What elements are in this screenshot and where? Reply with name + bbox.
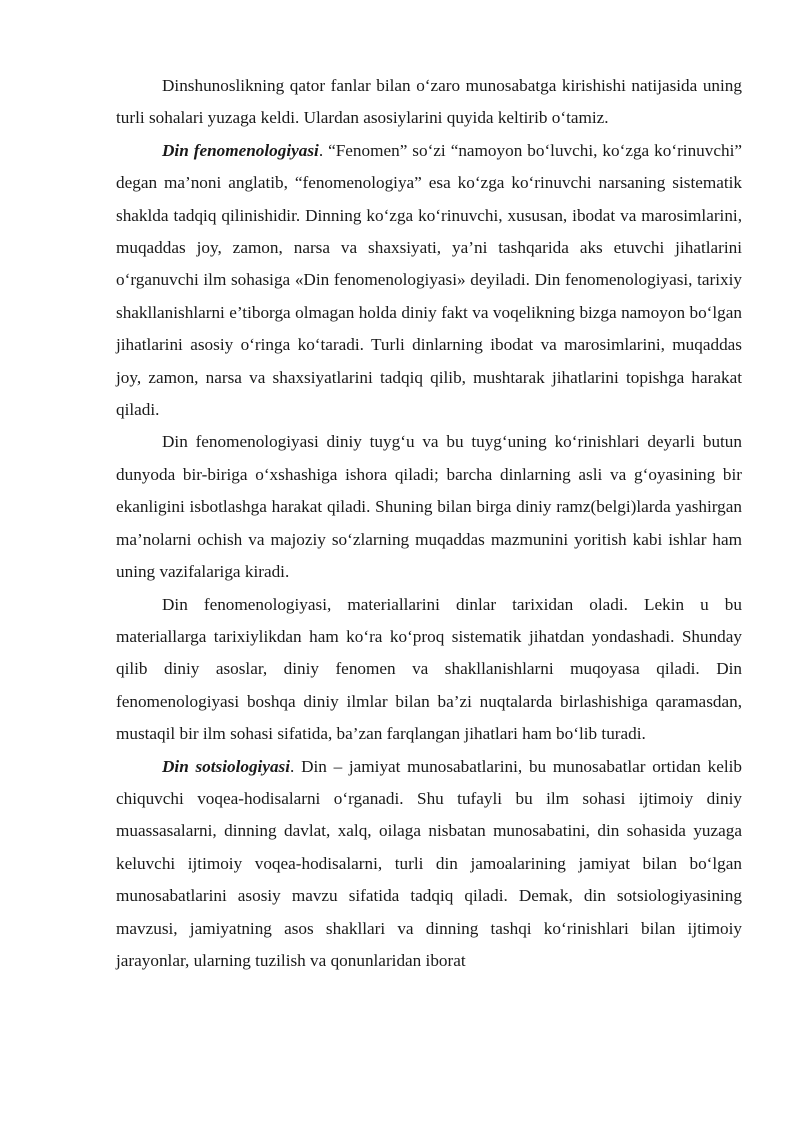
paragraph-diniy-tuygu [116, 426, 742, 588]
document-page [116, 70, 742, 977]
paragraph-materiallar [116, 589, 742, 751]
paragraph-intro [116, 70, 742, 135]
term-din-sotsiologiyasi: Din sotsiologiyasi [162, 756, 291, 776]
term-din-fenomenologiyasi: Din fenomenologiyasi [162, 140, 319, 160]
paragraph-text: Din fenomenologiyasi, materiallarini dinlar tarixidan oladi. Lekin u bu materiallarga tarixiylikdan ham ko‘ra ko‘proq sistematik jihatdan yondashadi. Shunday qilib diniy asoslar, diniy fenomen va shakllanishlarni muqoyasa qiladi. Din fenomenologiyasi boshqa diniy ilmlar bilan ba’zi nuqtalarda birlashishiga qaramasdan, mustaqil bir ilm sohasi sifatida, ba’zan farqlangan jihatlari ham bo‘lib turadi. [116, 594, 742, 744]
paragraph-text: Din fenomenologiyasi diniy tuyg‘u va bu tuyg‘uning ko‘rinishlari deyarli butun dunyoda bir-biriga o‘xshashiga ishora qiladi; barcha dinlarning asli va g‘oyasining bir ekanligini isbotlashga harakat qiladi. Shuning bilan birga diniy ramz(belgi)larda yashirgan ma’nolarni ochish va majoziy so‘zlarning muqaddas mazmunini yoritish kabi ishlar ham uning vazifalariga kiradi. [116, 432, 742, 582]
paragraph-din-fenomenologiyasi [116, 135, 742, 427]
paragraph-din-sotsiologiyasi [116, 751, 742, 978]
paragraph-text: . Din – jamiyat munosabatlarini, bu munosabatlar ortidan kelib chiquvchi voqea-hodisalarni o‘rganadi. Shu tufayli bu ilm sohasi ijtimoiy diniy muassasalarni, dinning davlat, xalq, oilaga nisbatan munosabatini, din sohasida yuzaga keluvchi ijtimoiy voqea-hodisalarni, turli din jamoalarining jamiyat bilan bo‘lgan munosabatlarini asosiy mavzu sifatida tadqiq qiladi. Demak, din sotsiologiyasining mavzusi, jamiyatning asos shakllari va dinning tashqi ko‘rinishlari bilan ijtimoiy jarayonlar, ularning tuzilish va qonunlaridan iborat [116, 756, 742, 970]
paragraph-text: . “Fenomen” so‘zi “namoyon bo‘luvchi, ko‘zga ko‘rinuvchi” degan ma’noni anglatib, “fenomenologiya” esa ko‘zga ko‘rinuvchi narsaning sistematik shaklda tadqiq qilinishidir. Dinning ko‘zga ko‘rinuvchi, xususan, ibodat va marosimlarini, muqaddas joy, zamon, narsa va shaxsiyati, ya’ni tashqarida aks etuvchi jihatlarini o‘rganuvchi ilm sohasiga «Din fenomenologiyasi» deyiladi. Din fenomenologiyasi, tarixiy shakllanishlarni e’tiborga olmagan holda diniy fakt va voqelikning bizga namoyon bo‘lgan jihatlarini asosiy o‘ringa ko‘taradi. Turli dinlarning ibodat va marosimlarini, muqaddas joy, zamon, narsa va shaxsiyatlarini tadqiq qilib, mushtarak jihatlarini topishga harakat qiladi. [116, 140, 742, 420]
paragraph-text: Dinshunoslikning qator fanlar bilan o‘zaro munosabatga kirishishi natijasida uning turli sohalari yuzaga keldi. Ulardan asosiylarini quyida keltirib o‘tamiz. [116, 76, 742, 128]
